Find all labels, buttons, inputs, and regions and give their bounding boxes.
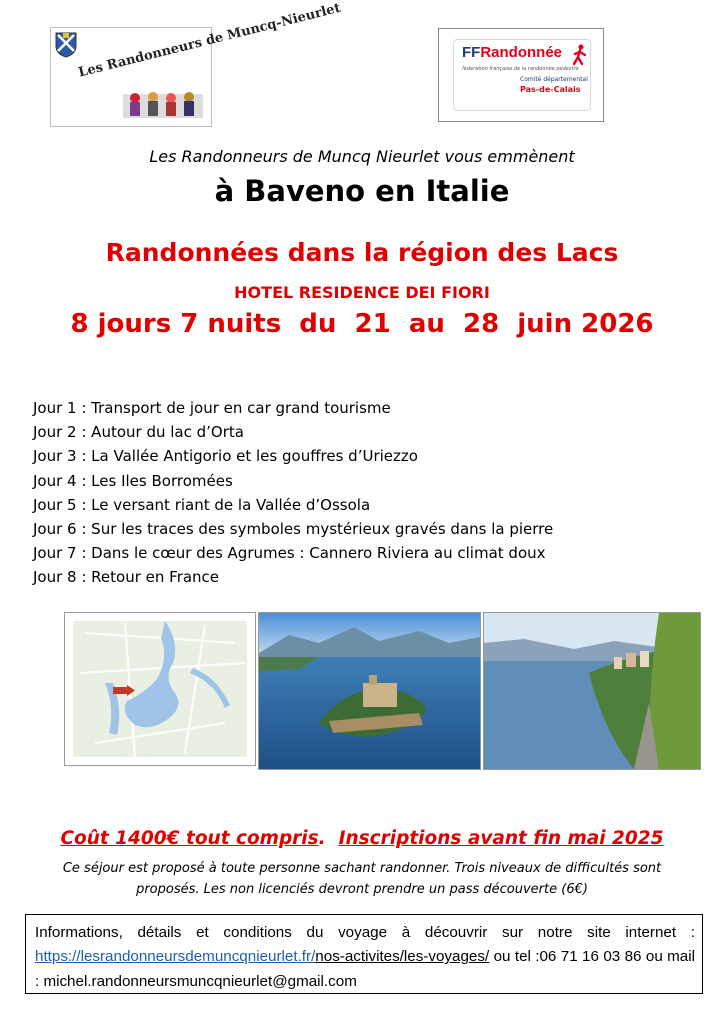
itinerary-day: Jour 3 : La Vallée Antigorio et les gouffres d’Uriezzo — [33, 447, 418, 466]
deadline-text: Inscriptions avant fin mai 2025 — [338, 828, 664, 849]
hikers-icon — [121, 86, 206, 122]
itinerary-day: Jour 7 : Dans le cœur des Agrumes : Cannero Riviera au climat doux — [33, 544, 546, 563]
price-line — [0, 828, 724, 849]
intro-text: Les Randonneurs de Muncq Nieurlet vous emmènent — [149, 147, 575, 166]
club-logo — [50, 0, 343, 127]
ffr-comite: Comité départemental — [520, 76, 588, 83]
price-text: Coût 1400€ tout compris — [60, 828, 319, 849]
ffrandonnee-logo — [438, 28, 604, 122]
info-box — [25, 914, 703, 994]
itinerary-day: Jour 1 : Transport de jour en car grand tourisme — [33, 399, 391, 417]
ffr-brand: FFRandonnée — [462, 44, 563, 61]
walker-icon — [572, 44, 588, 66]
price-separator: . — [318, 828, 339, 849]
ffr-tagline: fédération française de la randonnée pédestre — [462, 66, 579, 72]
website-link[interactable]: https://lesrandonneursdemuncqnieurlet.fr/ — [35, 948, 316, 966]
website-link-path[interactable]: nos-activites/les-voyages/ — [315, 948, 490, 966]
club-logo-text: Les Randonneurs de Muncq-Nieurlet — [77, 0, 343, 81]
shield-icon — [55, 32, 77, 58]
cannero-riviera-image — [483, 612, 701, 770]
info-lead: Informations, détails et conditions du voyage à découvrir sur notre site internet : — [35, 924, 695, 941]
itinerary-day: Jour 8 : Retour en France — [33, 568, 220, 587]
itinerary-day: Jour 6 : Sur les traces des symboles mystérieux gravés dans la pierre — [33, 520, 554, 539]
destination-title: à Baveno en Italie — [214, 174, 510, 208]
lake-map-image — [64, 612, 256, 766]
itinerary-day: Jour 2 : Autour du lac d’Orta — [33, 423, 244, 442]
itinerary-day: Jour 4 : Les Iles Borromées — [33, 471, 233, 490]
trip-dates: 8 jours 7 nuits du 21 au 28 juin 2026 — [70, 309, 654, 339]
region-title: Randonnées dans la région des Lacs — [105, 238, 619, 267]
isola-bella-image — [258, 612, 481, 770]
itinerary-day: Jour 5 : Le versant riant de la Vallée d’Ossola — [33, 495, 371, 514]
ffr-departement: Pas-de-Calais — [520, 85, 581, 94]
itinerary-list — [33, 396, 553, 590]
contact-text: ou tel :06 71 16 03 86 ou mail : michel.randonneursmuncqnieurlet@gmail.com — [35, 948, 695, 990]
hotel-name: HOTEL RESIDENCE DEI FIORI — [234, 283, 490, 302]
info-text — [35, 921, 695, 994]
participation-note: Ce séjour est proposé à toute personne sachant randonner. Trois niveaux de difficultés sont proposés. Les non licenciés devront prendre un pass découverte (6€) — [62, 861, 662, 897]
